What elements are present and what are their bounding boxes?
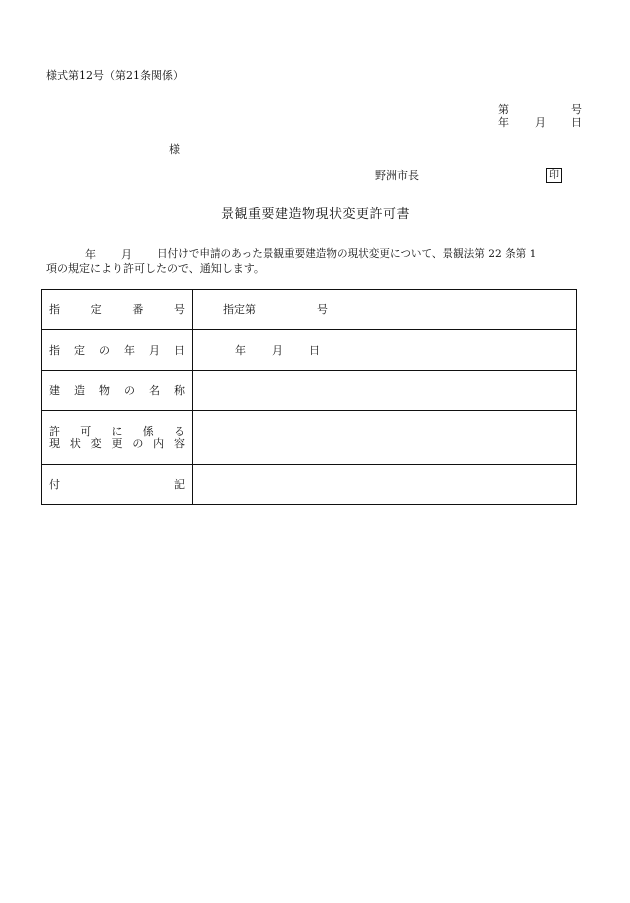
label-char: 定 bbox=[74, 343, 85, 357]
doc-date-month: 月 bbox=[535, 116, 546, 129]
label-char: 内 bbox=[153, 436, 165, 450]
label-remarks bbox=[42, 465, 193, 505]
value-designation-date[interactable] bbox=[193, 330, 577, 371]
label-char: 年 bbox=[124, 343, 135, 357]
label-char: 号 bbox=[173, 303, 185, 316]
value-remarks[interactable] bbox=[193, 465, 577, 505]
label-char: 係 bbox=[142, 424, 154, 438]
issuer: 野洲市長 bbox=[375, 169, 419, 182]
label-char: 月 bbox=[149, 343, 160, 357]
body-line2: 項の規定により許可したので、通知します。 bbox=[46, 262, 265, 275]
label-char: の bbox=[124, 384, 135, 397]
label-char: る bbox=[174, 424, 185, 438]
label-char: に bbox=[111, 424, 123, 438]
doc-number-prefix: 第 bbox=[498, 103, 509, 116]
table-row-designation-number bbox=[42, 290, 577, 330]
table-row-designation-date bbox=[42, 330, 577, 371]
label-char: 容 bbox=[173, 436, 185, 450]
label-char: 番 bbox=[132, 303, 144, 316]
label-char: 定 bbox=[90, 303, 102, 316]
form-number: 様式第12号（第21条関係） bbox=[46, 69, 184, 82]
date-day: 日 bbox=[309, 343, 320, 357]
body-line1-rest: 日付けで申請のあった景観重要建造物の現状変更について、景観法第 22 条第 1 bbox=[157, 248, 537, 260]
label-char: 変 bbox=[90, 436, 102, 450]
label-char: の bbox=[99, 343, 110, 357]
designation-prefix: 指定第 bbox=[223, 303, 256, 316]
doc-date-day: 日 bbox=[571, 116, 582, 129]
body-year: 年 bbox=[85, 248, 96, 261]
label-char: 付 bbox=[49, 478, 60, 491]
label-char: 可 bbox=[80, 424, 92, 438]
date-month: 月 bbox=[272, 343, 283, 357]
label-designation-date bbox=[42, 330, 193, 371]
page-title: 景観重要建造物現状変更許可書 bbox=[221, 207, 411, 222]
label-char: 記 bbox=[174, 478, 185, 491]
label-char: 現 bbox=[49, 436, 60, 450]
doc-number-suffix: 号 bbox=[571, 103, 582, 116]
label-char: の bbox=[132, 436, 144, 450]
label-building-name bbox=[42, 371, 193, 411]
addressee-honorific: 様 bbox=[169, 143, 180, 156]
permit-table bbox=[41, 289, 577, 505]
table-row-change-content bbox=[42, 411, 577, 465]
value-change-content[interactable] bbox=[193, 411, 577, 465]
body-month: 月 bbox=[121, 248, 132, 261]
label-char: 日 bbox=[174, 343, 185, 357]
designation-suffix: 号 bbox=[317, 303, 328, 316]
table-row-building-name bbox=[42, 371, 577, 411]
label-change-content bbox=[42, 411, 193, 465]
label-char: 名 bbox=[149, 384, 160, 397]
label-char: 物 bbox=[99, 384, 110, 397]
value-designation-number[interactable] bbox=[193, 290, 577, 330]
label-designation-number bbox=[42, 290, 193, 330]
label-char: 許 bbox=[49, 424, 60, 438]
label-char: 指 bbox=[49, 303, 60, 316]
table-row-remarks bbox=[42, 465, 577, 505]
date-year: 年 bbox=[235, 343, 246, 357]
value-building-name[interactable] bbox=[193, 371, 577, 411]
label-char: 造 bbox=[74, 384, 85, 397]
label-char: 更 bbox=[111, 436, 123, 450]
label-char: 状 bbox=[69, 436, 81, 450]
label-char: 称 bbox=[174, 384, 185, 397]
seal-mark: 印 bbox=[546, 168, 562, 183]
label-char: 指 bbox=[49, 343, 60, 357]
doc-date-year: 年 bbox=[498, 116, 509, 129]
label-char: 建 bbox=[49, 384, 60, 397]
